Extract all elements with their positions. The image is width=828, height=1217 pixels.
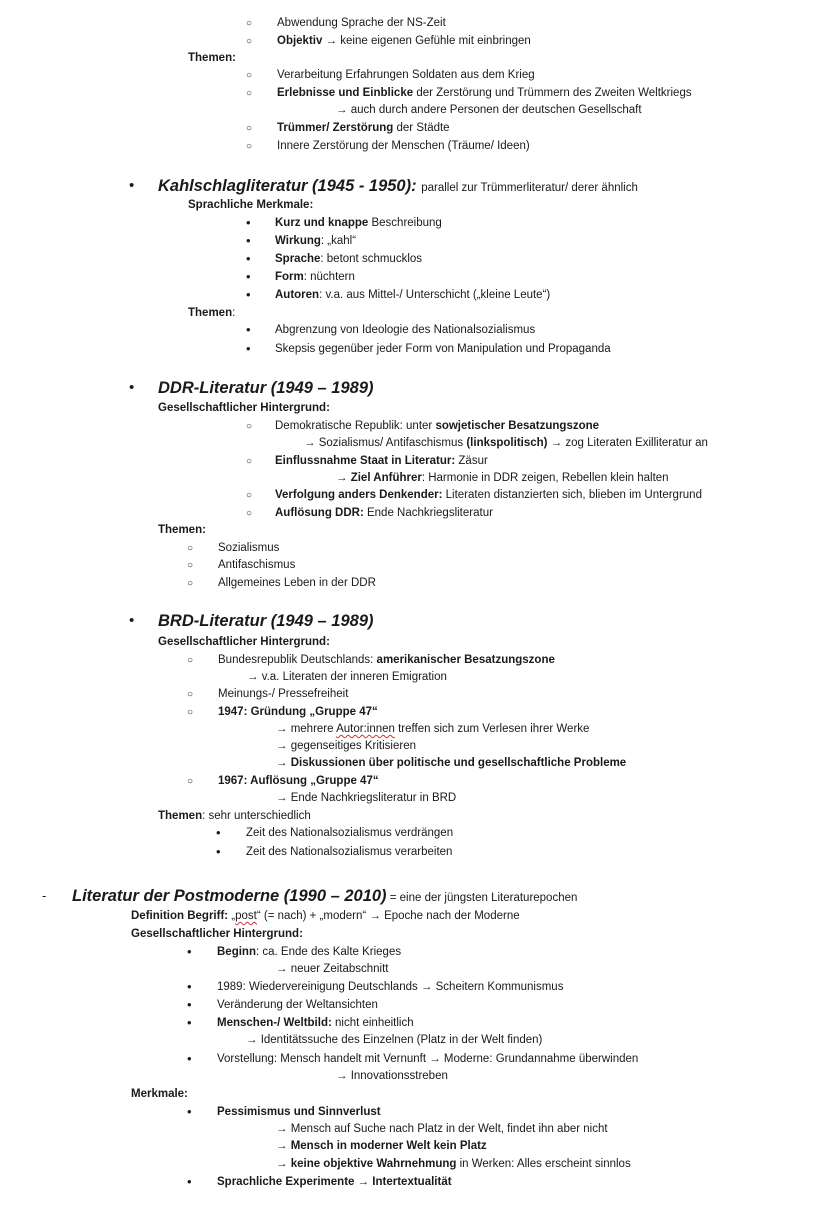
circle-bullet-icon: ○	[246, 36, 253, 47]
dash-marker: -	[42, 888, 47, 903]
circle-bullet-icon: ○	[246, 70, 253, 81]
section-label-themen: Themen: sehr unterschiedlich	[158, 810, 311, 822]
bullet-icon: •	[187, 1174, 192, 1189]
section-label-themen: Themen:	[158, 524, 206, 536]
section-heading-brd: BRD-Literatur (1949 – 1989)	[158, 612, 374, 630]
list-item: Trümmer/ Zerstörung der Städte	[277, 122, 450, 134]
bullet-icon: •	[216, 825, 221, 840]
list-item: Kurz und knappe Beschreibung	[275, 217, 442, 229]
bullet-icon: •	[246, 215, 251, 230]
subheading-hintergrund: Gesellschaftlicher Hintergrund:	[158, 636, 330, 648]
list-item: 1967: Auflösung „Gruppe 47“	[218, 775, 379, 787]
list-item: Sprachliche Experimente → Intertextualität	[217, 1176, 452, 1188]
section-label-themen: Themen:	[188, 52, 236, 64]
list-item: Veränderung der Weltansichten	[217, 999, 378, 1011]
subheading-merkmale: Sprachliche Merkmale:	[188, 199, 314, 211]
list-item: Pessimismus und Sinnverlust	[217, 1106, 381, 1118]
list-subitem: → Mensch auf Suche nach Platz in der Welt, findet ihn aber nicht	[276, 1123, 608, 1135]
subheading-merkmale: Merkmale:	[131, 1088, 188, 1100]
list-item: Autoren: v.a. aus Mittel-/ Unterschicht („kleine Leute“)	[275, 289, 551, 301]
list-subitem: → v.a. Literaten der inneren Emigration	[247, 671, 447, 683]
circle-bullet-icon: ○	[187, 578, 194, 589]
bullet-icon: •	[187, 997, 192, 1012]
list-item: Bundesrepublik Deutschlands: amerikanischer Besatzungszone	[218, 654, 555, 666]
list-item: Zeit des Nationalsozialismus verdrängen	[246, 827, 454, 839]
list-item: Form: nüchtern	[275, 271, 355, 283]
list-subitem: → Mensch in moderner Welt kein Platz	[276, 1140, 487, 1152]
list-item: Sprache: betont schmucklos	[275, 253, 423, 265]
list-item: Objektiv → keine eigenen Gefühle mit einbringen	[277, 35, 531, 47]
list-item: Demokratische Republik: unter sowjetischer Besatzungszone	[275, 420, 600, 432]
list-item: Skepsis gegenüber jeder Form von Manipulation und Propaganda	[275, 343, 611, 355]
bullet-icon: •	[129, 177, 135, 194]
list-subitem: → Sozialismus/ Antifaschismus (linkspolitisch) → zog Literaten Exilliteratur an	[304, 437, 708, 449]
bullet-icon: •	[246, 322, 251, 337]
list-subitem: → Diskussionen über politische und gesellschaftliche Probleme	[276, 757, 627, 769]
bullet-icon: •	[129, 379, 135, 396]
list-subitem: → Innovationsstreben	[336, 1070, 448, 1082]
bullet-icon: •	[187, 944, 192, 959]
circle-bullet-icon: ○	[187, 776, 194, 787]
subheading-hintergrund: Gesellschaftlicher Hintergrund:	[158, 402, 330, 414]
bullet-icon: •	[246, 341, 251, 356]
list-item: Abwendung Sprache der NS-Zeit	[277, 17, 446, 29]
list-item: Meinungs-/ Pressefreiheit	[218, 688, 349, 700]
circle-bullet-icon: ○	[246, 123, 253, 134]
circle-bullet-icon: ○	[246, 421, 253, 432]
circle-bullet-icon: ○	[187, 689, 194, 700]
definition-line: Definition Begriff: „post“ (= nach) + „modern“ → Epoche nach der Moderne	[131, 910, 520, 922]
list-item: Verarbeitung Erfahrungen Soldaten aus dem Krieg	[277, 69, 535, 81]
list-subitem: → auch durch andere Personen der deutschen Gesellschaft	[336, 104, 642, 116]
circle-bullet-icon: ○	[187, 543, 194, 554]
circle-bullet-icon: ○	[246, 88, 253, 99]
circle-bullet-icon: ○	[246, 508, 253, 519]
list-item: Innere Zerstörung der Menschen (Träume/ Ideen)	[277, 140, 530, 152]
bullet-icon: •	[216, 844, 221, 859]
section-heading-kahlschlag: Kahlschlagliteratur (1945 - 1950): parallel zur Trümmerliteratur/ derer ähnlich	[158, 177, 638, 195]
bullet-icon: •	[187, 979, 192, 994]
list-item: Erlebnisse und Einblicke der Zerstörung und Trümmern des Zweiten Weltkriegs	[277, 87, 692, 99]
bullet-icon: •	[129, 612, 135, 629]
list-subitem: → Ziel Anführer: Harmonie in DDR zeigen, Rebellen klein halten	[336, 472, 669, 484]
list-subitem: → keine objektive Wahrnehmung in Werken: Alles erscheint sinnlos	[276, 1158, 631, 1170]
list-item: Antifaschismus	[218, 559, 296, 571]
list-subitem: → gegenseitiges Kritisieren	[276, 740, 416, 752]
list-subitem: → neuer Zeitabschnitt	[276, 963, 389, 975]
list-item: Auflösung DDR: Ende Nachkriegsliteratur	[275, 507, 493, 519]
bullet-icon: •	[246, 233, 251, 248]
list-item: Verfolgung anders Denkender: Literaten distanzierten sich, blieben im Untergrund	[275, 489, 702, 501]
section-heading-ddr: DDR-Literatur (1949 – 1989)	[158, 379, 374, 397]
list-item: 1989: Wiedervereinigung Deutschlands → Scheitern Kommunismus	[217, 981, 564, 993]
bullet-icon: •	[187, 1104, 192, 1119]
list-item: Wirkung: „kahl“	[275, 235, 357, 247]
list-item: Abgrenzung von Ideologie des Nationalsozialismus	[275, 324, 536, 336]
list-item: Sozialismus	[218, 542, 280, 554]
bullet-icon: •	[246, 269, 251, 284]
list-subitem: → mehrere Autor:innen treffen sich zum Verlesen ihrer Werke	[276, 723, 590, 735]
bullet-icon: •	[187, 1015, 192, 1030]
list-subitem: → Ende Nachkriegsliteratur in BRD	[276, 792, 457, 804]
list-item: 1947: Gründung „Gruppe 47“	[218, 706, 378, 718]
circle-bullet-icon: ○	[187, 560, 194, 571]
list-item: Allgemeines Leben in der DDR	[218, 577, 376, 589]
bullet-icon: •	[246, 287, 251, 302]
circle-bullet-icon: ○	[187, 655, 194, 666]
section-heading-postmoderne: Literatur der Postmoderne (1990 – 2010) = eine der jüngsten Literaturepochen	[72, 887, 578, 905]
circle-bullet-icon: ○	[246, 456, 253, 467]
bullet-icon: •	[246, 251, 251, 266]
list-item: Einflussnahme Staat in Literatur: Zäsur	[275, 455, 488, 467]
list-item: Zeit des Nationalsozialismus verarbeiten	[246, 846, 453, 858]
circle-bullet-icon: ○	[187, 707, 194, 718]
list-item: Menschen-/ Weltbild: nicht einheitlich	[217, 1017, 414, 1029]
list-item: Vorstellung: Mensch handelt mit Vernunft → Moderne: Grundannahme überwinden	[217, 1053, 639, 1065]
bullet-icon: •	[187, 1051, 192, 1066]
circle-bullet-icon: ○	[246, 490, 253, 501]
section-label-themen: Themen:	[188, 307, 236, 319]
list-subitem: → Identitätssuche des Einzelnen (Platz in der Welt finden)	[246, 1034, 543, 1046]
circle-bullet-icon: ○	[246, 141, 253, 152]
circle-bullet-icon: ○	[246, 18, 253, 29]
subheading-hintergrund: Gesellschaftlicher Hintergrund:	[131, 928, 303, 940]
list-item: Beginn: ca. Ende des Kalte Krieges	[217, 946, 402, 958]
